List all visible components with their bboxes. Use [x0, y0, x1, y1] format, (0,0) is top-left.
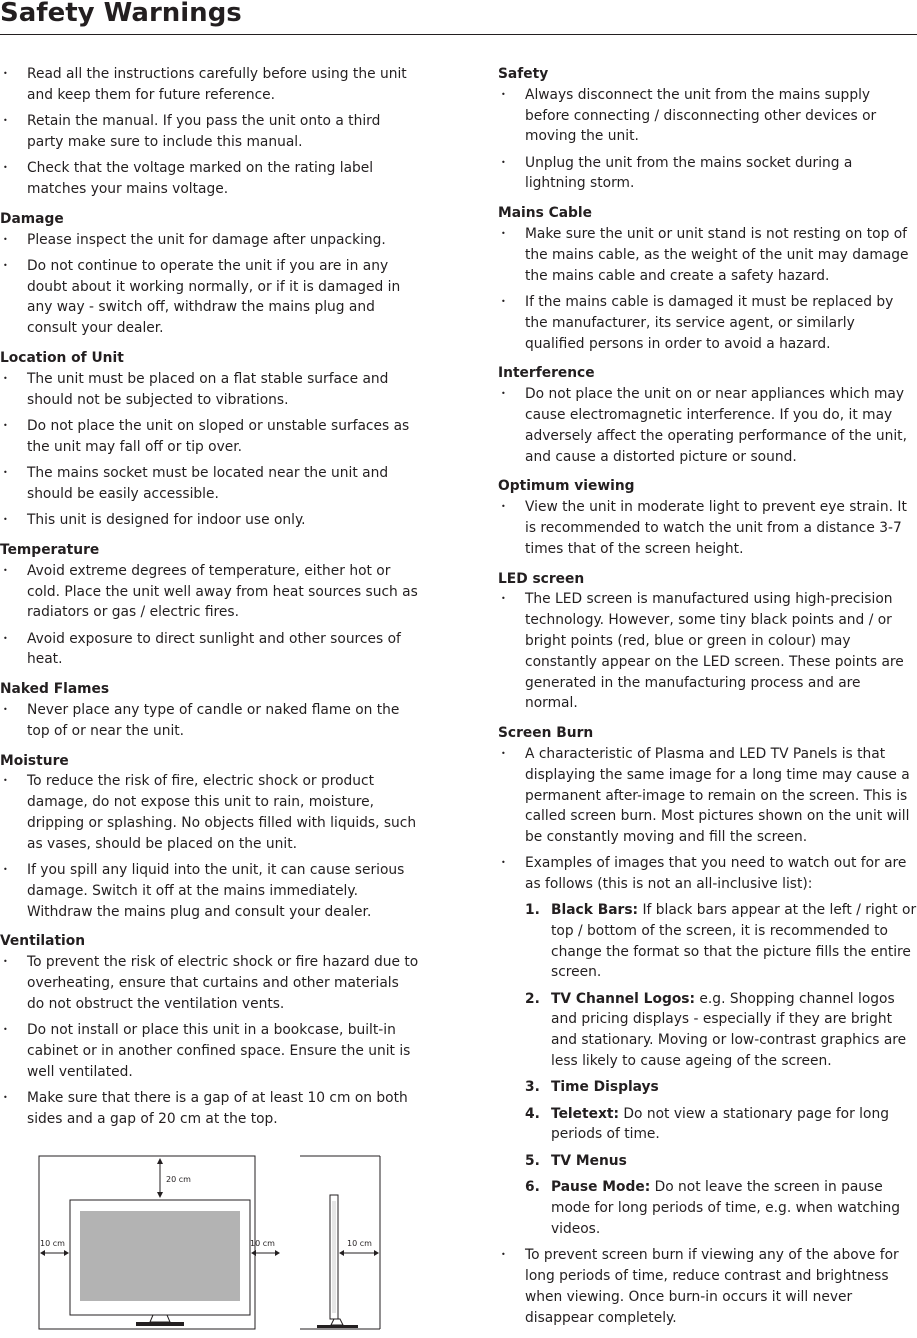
moisture-section — [0, 751, 420, 923]
bullet-item: • Do not place the unit on or near appliances which may cause electromagnetic interference. If you do, it may adversely affect the operating performance of the unit, and cause a distorted picture or sound. — [498, 384, 917, 467]
bullet-item: • The unit must be placed on a flat stable surface and should not be subjected to vibrations. — [0, 369, 420, 411]
screen-burn-section — [498, 723, 917, 1329]
bullet-item: • If the mains cable is damaged it must be replaced by the manufacturer, its service agent, or similarly qualified persons in order to avoid a hazard. — [498, 292, 917, 354]
bullet-item: • This unit is designed for indoor use only. — [0, 510, 420, 531]
left-gap-label: 10 cm — [40, 1239, 65, 1248]
item-number: 5. — [525, 1152, 540, 1169]
ventilation-diagram-svg — [38, 1155, 383, 1330]
section-heading: Location of Unit — [0, 350, 124, 367]
numbered-item — [498, 1077, 917, 1098]
page-title: Safety Warnings — [0, 0, 242, 28]
numbered-item — [498, 1151, 917, 1172]
numbered-item — [498, 1177, 917, 1239]
left-column — [0, 64, 420, 1139]
side-gap-label: 10 cm — [347, 1239, 372, 1248]
bullet-item: • If you spill any liquid into the unit, it can cause serious damage. Switch it off at the mains immediately. Withdraw the mains plug and consult your dealer. — [0, 860, 420, 922]
section-heading: Screen Burn — [498, 725, 594, 742]
ventilation-section — [0, 931, 420, 1129]
bullet-item: • The LED screen is manufactured using high-precision technology. However, some tiny black points and / or bright points (red, blue or green in colour) may constantly appear on the LED screen. These points are generated in the manufacturing process and are normal. — [498, 589, 917, 714]
bullet-item: • Retain the manual. If you pass the unit onto a third party make sure to include this manual. — [0, 111, 420, 153]
bullet-item: • View the unit in moderate light to prevent eye strain. It is recommended to watch the unit from a distance 3-7 times that of the screen height. — [498, 497, 917, 559]
section-heading: Naked Flames — [0, 681, 110, 698]
item-term: Time Displays — [551, 1079, 659, 1096]
bullet-item: • To reduce the risk of fire, electric shock or product damage, do not expose this unit to rain, moisture, dripping or splashing. No objects filled with liquids, such as vases, should be placed on the unit. — [0, 771, 420, 854]
section-heading: Optimum viewing — [498, 478, 635, 495]
bullet-item: • The mains socket must be located near the unit and should be easily accessible. — [0, 463, 420, 505]
section-heading: Interference — [498, 365, 595, 382]
item-text: Do not view a stationary page for long periods of time. — [551, 1105, 889, 1143]
bullet-item: • Please inspect the unit for damage after unpacking. — [0, 230, 420, 251]
bullet-item: • Always disconnect the unit from the mains supply before connecting / disconnecting other devices or moving the unit. — [498, 85, 917, 147]
item-text: e.g. Shopping channel logos and pricing displays - especially if they are bright and stationary. Moving or low-contrast graphics are less likely to cause ageing of the screen. — [551, 990, 907, 1070]
optimum-viewing-section — [498, 476, 917, 559]
bullet-item: • Examples of images that you need to watch out for are as follows (this is not an all-inclusive list): — [498, 853, 917, 895]
section-heading: Temperature — [0, 541, 100, 558]
bullet-item: • A characteristic of Plasma and LED TV Panels is that displaying the same image for a long time may cause a permanent after-image to remain on the screen. This is called screen burn. Most pictures shown on the unit will be constantly moving and fill the screen. — [498, 744, 917, 848]
bullet-item: • Avoid exposure to direct sunlight and other sources of heat. — [0, 629, 420, 671]
bullet-item: • Do not continue to operate the unit if you are in any doubt about it working normally, or if it is damaged in any way - switch off, withdraw the mains plug and consult your dealer. — [0, 256, 420, 339]
item-number: 2. — [525, 990, 540, 1007]
bullet-item: • Read all the instructions carefully before using the unit and keep them for future reference. — [0, 64, 420, 106]
naked-flames-section — [0, 679, 420, 741]
right-gap-label: 10 cm — [250, 1239, 275, 1248]
item-term: TV Menus — [551, 1152, 627, 1169]
section-heading: Damage — [0, 210, 64, 227]
bullet-item: • Make sure that there is a gap of at least 10 cm on both sides and a gap of 20 cm at the top. — [0, 1088, 420, 1130]
section-heading: Ventilation — [0, 933, 86, 950]
numbered-item — [498, 900, 917, 983]
bullet-item: • Do not place the unit on sloped or unstable surfaces as the unit may fall off or tip over. — [0, 416, 420, 458]
section-heading: Mains Cable — [498, 205, 593, 222]
tv-side-view — [300, 1156, 380, 1329]
bullet-item: • Unplug the unit from the mains socket during a lightning storm. — [498, 153, 917, 195]
bullet-item: • To prevent the risk of electric shock or fire hazard due to overheating, ensure that curtains and other materials do not obstruct the ventilation vents. — [0, 952, 420, 1014]
mains-cable-section — [498, 203, 917, 354]
safety-section — [498, 64, 917, 194]
section-heading: Safety — [498, 66, 549, 82]
bullet-item: • Avoid extreme degrees of temperature, either hot or cold. Place the unit well away from heat sources such as radiators or gas / electric fires. — [0, 561, 420, 623]
item-number: 3. — [525, 1079, 540, 1096]
ventilation-diagram — [38, 1155, 383, 1330]
item-text: If black bars appear at the left / right or top / bottom of the screen, it is recommended to change the format so that the picture fills the entire screen. — [551, 901, 917, 981]
right-column — [498, 64, 917, 1338]
bullet-item: • Make sure the unit or unit stand is not resting on top of the mains cable, as the weight of the unit may damage the mains cable and create a safety hazard. — [498, 224, 917, 286]
bullet-item: • Never place any type of candle or naked flame on the top of or near the unit. — [0, 700, 420, 742]
temperature-section — [0, 540, 420, 670]
item-number: 6. — [525, 1179, 540, 1196]
damage-section — [0, 209, 420, 339]
bullet-item: • Check that the voltage marked on the rating label matches your mains voltage. — [0, 158, 420, 200]
section-heading: Moisture — [0, 752, 69, 769]
title-divider — [0, 34, 917, 35]
item-number: 1. — [525, 901, 540, 918]
bullet-item: • Do not install or place this unit in a bookcase, built-in cabinet or in another confined space. Ensure the unit is well ventilated. — [0, 1020, 420, 1082]
location-section — [0, 348, 420, 531]
section-heading: LED screen — [498, 570, 585, 587]
intro-section — [0, 64, 420, 200]
bullet-item: • To prevent screen burn if viewing any of the above for long periods of time, reduce contrast and brightness when viewing. Once burn-in occurs it will never disappear completely. — [498, 1245, 917, 1328]
item-text: Do not leave the screen in pause mode for long periods of time, e.g. when watching videos. — [551, 1179, 901, 1237]
led-screen-section — [498, 569, 917, 715]
item-term: TV Channel Logos: — [551, 990, 696, 1007]
numbered-item — [498, 989, 917, 1072]
item-term: Pause Mode: — [551, 1179, 651, 1196]
item-term: Teletext: — [551, 1105, 619, 1122]
item-term: Black Bars: — [551, 901, 639, 918]
numbered-item — [498, 1104, 917, 1146]
top-gap-label: 20 cm — [166, 1175, 191, 1184]
interference-section — [498, 363, 917, 467]
item-number: 4. — [525, 1105, 540, 1122]
burn-examples-list — [498, 900, 917, 1239]
tv-front-view — [39, 1156, 280, 1329]
